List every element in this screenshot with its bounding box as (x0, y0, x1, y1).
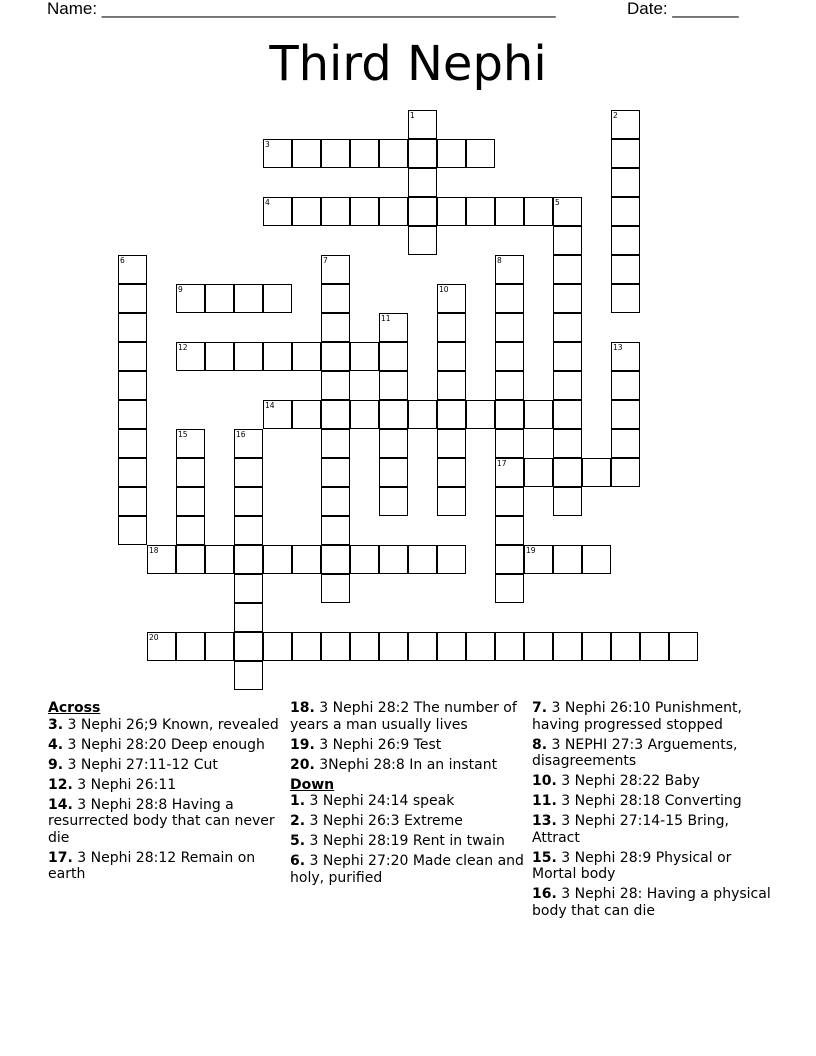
grid-cell[interactable] (553, 632, 582, 661)
clue-text: 3 NEPHI 27:3 Arguements, disagreements (532, 736, 738, 769)
grid-cell[interactable] (437, 313, 466, 342)
clue-number: 4 (265, 198, 270, 207)
clue-num: 15. (532, 849, 557, 866)
grid-cell[interactable] (234, 603, 263, 632)
clue-number: 13 (613, 343, 623, 352)
grid-cell[interactable] (524, 458, 553, 487)
grid-cell[interactable] (321, 139, 350, 168)
grid-cell[interactable] (437, 197, 466, 226)
clue-text: 3 Nephi 24:14 speak (305, 793, 455, 809)
grid-cell[interactable] (495, 516, 524, 545)
clue-number: 7 (323, 256, 328, 265)
grid-cell[interactable] (437, 284, 466, 313)
grid-cell[interactable] (524, 400, 553, 429)
grid-cell[interactable] (205, 284, 234, 313)
grid-cell[interactable] (234, 284, 263, 313)
clue-text: 3 Nephi 28:22 Baby (556, 773, 700, 789)
grid-cell[interactable] (408, 400, 437, 429)
grid-cell[interactable] (553, 226, 582, 255)
clue-text: 3 Nephi 27:14-15 Bring, Attract (532, 813, 729, 846)
grid-cell[interactable] (205, 545, 234, 574)
clue-number: 10 (439, 285, 449, 294)
grid-cell[interactable] (611, 284, 640, 313)
grid-cell[interactable] (234, 516, 263, 545)
grid-cell[interactable] (379, 632, 408, 661)
clue-number: 17 (497, 459, 507, 468)
grid-cell[interactable] (234, 661, 263, 690)
grid-cell[interactable] (350, 139, 379, 168)
grid-cell[interactable] (292, 545, 321, 574)
grid-cell[interactable] (408, 139, 437, 168)
grid-cell[interactable] (176, 284, 205, 313)
grid-cell[interactable] (176, 516, 205, 545)
grid-cell[interactable] (611, 371, 640, 400)
clue-num: 9. (48, 756, 64, 773)
grid-cell[interactable] (118, 284, 147, 313)
clue-number: 12 (178, 343, 188, 352)
grid-cell[interactable] (379, 545, 408, 574)
grid-cell[interactable] (582, 458, 611, 487)
clue-num: 10. (532, 773, 557, 789)
grid-cell[interactable] (437, 632, 466, 661)
clue-num: 7. (532, 700, 548, 716)
grid-cell[interactable] (495, 313, 524, 342)
clue-num: 12. (48, 776, 73, 793)
grid-cell[interactable] (321, 197, 350, 226)
grid-cell[interactable] (263, 632, 292, 661)
grid-cell[interactable] (263, 400, 292, 429)
clue-number: 11 (381, 314, 391, 323)
grid-cell[interactable] (234, 632, 263, 661)
clue-column-1 (48, 700, 288, 886)
clue-num: 4. (48, 736, 64, 753)
clue-num: 14. (48, 796, 73, 813)
grid-cell[interactable] (611, 429, 640, 458)
clue-num: 3. (48, 716, 64, 733)
grid-cell[interactable] (205, 632, 234, 661)
down-clue (532, 793, 772, 810)
clue-number: 15 (178, 430, 188, 439)
grid-cell[interactable] (408, 168, 437, 197)
grid-cell[interactable] (437, 429, 466, 458)
clue-number: 18 (149, 546, 159, 555)
grid-cell[interactable] (379, 342, 408, 371)
grid-cell[interactable] (466, 197, 495, 226)
grid-cell[interactable] (553, 313, 582, 342)
clue-text: 3 Nephi 26;9 Known, revealed (63, 716, 279, 733)
grid-cell[interactable] (611, 458, 640, 487)
grid-cell[interactable] (118, 458, 147, 487)
across-clue (290, 700, 530, 733)
clue-num: 18. (290, 700, 315, 716)
grid-cell[interactable] (379, 371, 408, 400)
grid-cell[interactable] (611, 632, 640, 661)
grid-cell[interactable] (408, 632, 437, 661)
grid-cell[interactable] (321, 574, 350, 603)
grid-cell[interactable] (234, 574, 263, 603)
grid-cell[interactable] (118, 487, 147, 516)
grid-cell[interactable] (437, 371, 466, 400)
grid-cell[interactable] (495, 574, 524, 603)
grid-cell[interactable] (495, 342, 524, 371)
clue-num: 8. (532, 736, 548, 753)
grid-cell[interactable] (495, 429, 524, 458)
grid-cell[interactable] (350, 632, 379, 661)
grid-cell[interactable] (611, 110, 640, 139)
clue-text: 3 Nephi 27:11-12 Cut (63, 756, 218, 773)
grid-cell[interactable] (263, 139, 292, 168)
grid-cell[interactable] (437, 487, 466, 516)
grid-cell[interactable] (118, 313, 147, 342)
clue-number: 16 (236, 430, 246, 439)
grid-cell[interactable] (553, 458, 582, 487)
date-line: Date: _______ (627, 0, 739, 18)
across-heading: Across (48, 700, 101, 716)
grid-cell[interactable] (118, 342, 147, 371)
clue-column-3 (532, 700, 772, 923)
grid-cell[interactable] (176, 632, 205, 661)
down-clue (532, 700, 772, 733)
grid-cell[interactable] (408, 197, 437, 226)
clue-text: 3 Nephi 26:9 Test (314, 736, 442, 753)
grid-cell[interactable] (437, 342, 466, 371)
down-clue (532, 886, 772, 919)
down-clue (532, 773, 772, 790)
clue-text: 3 Nephi 26:10 Punishment, having progressed stopped (532, 700, 742, 733)
clue-num: 16. (532, 886, 557, 902)
grid-cell[interactable] (611, 139, 640, 168)
grid-cell[interactable] (408, 226, 437, 255)
clue-text: 3 Nephi 28:20 Deep enough (63, 736, 265, 753)
clue-number: 9 (178, 285, 183, 294)
clue-text: 3 Nephi 28:2 The number of years a man usually lives (290, 700, 517, 733)
clue-text: 3 Nephi 28:8 Having a resurrected body that can never die (48, 796, 275, 846)
across-clue (290, 737, 530, 754)
page-title: Third Nephi (269, 36, 547, 92)
grid-cell[interactable] (611, 226, 640, 255)
grid-cell[interactable] (234, 342, 263, 371)
grid-cell[interactable] (379, 487, 408, 516)
grid-cell[interactable] (611, 255, 640, 284)
grid-cell[interactable] (350, 342, 379, 371)
clue-number: 2 (613, 111, 618, 120)
grid-cell[interactable] (292, 342, 321, 371)
grid-cell[interactable] (640, 632, 669, 661)
clue-number: 3 (265, 140, 270, 149)
clue-text: 3 Nephi 28:19 Rent in twain (305, 833, 505, 849)
grid-cell[interactable] (611, 197, 640, 226)
clue-num: 17. (48, 849, 73, 866)
grid-cell[interactable] (321, 487, 350, 516)
clue-num: 13. (532, 813, 557, 829)
grid-cell[interactable] (524, 197, 553, 226)
clue-num: 11. (532, 793, 557, 809)
grid-cell[interactable] (669, 632, 698, 661)
grid-cell[interactable] (611, 342, 640, 371)
grid-cell[interactable] (553, 255, 582, 284)
grid-cell[interactable] (466, 400, 495, 429)
across-clue (48, 737, 288, 754)
grid-cell[interactable] (321, 400, 350, 429)
grid-cell[interactable] (263, 197, 292, 226)
down-clue (532, 813, 772, 846)
clue-number: 8 (497, 256, 502, 265)
clue-column-2 (290, 700, 530, 890)
grid-cell[interactable] (263, 545, 292, 574)
grid-cell[interactable] (379, 197, 408, 226)
grid-cell[interactable] (176, 487, 205, 516)
grid-cell[interactable] (321, 516, 350, 545)
grid-cell[interactable] (350, 197, 379, 226)
across-clue (48, 850, 288, 883)
grid-cell[interactable] (321, 632, 350, 661)
clue-num: 1. (290, 793, 306, 809)
grid-cell[interactable] (118, 255, 147, 284)
clue-num: 2. (290, 813, 306, 829)
across-clue (48, 797, 288, 847)
grid-cell[interactable] (553, 545, 582, 574)
clue-text: 3 Nephi 28: Having a physical body that can die (532, 886, 771, 919)
grid-cell[interactable] (205, 342, 234, 371)
grid-cell[interactable] (553, 400, 582, 429)
down-clue (290, 813, 530, 830)
grid-cell[interactable] (495, 545, 524, 574)
grid-cell[interactable] (524, 632, 553, 661)
grid-cell[interactable] (292, 400, 321, 429)
down-heading: Down (290, 776, 335, 793)
clue-num: 19. (290, 736, 315, 753)
clue-number: 1 (410, 111, 415, 120)
across-clue (48, 717, 288, 734)
grid-cell[interactable] (321, 284, 350, 313)
clue-num: 20. (290, 756, 315, 773)
grid-cell[interactable] (553, 371, 582, 400)
grid-cell[interactable] (495, 458, 524, 487)
grid-cell[interactable] (176, 429, 205, 458)
clue-num: 5. (290, 833, 306, 849)
grid-cell[interactable] (350, 545, 379, 574)
grid-cell[interactable] (553, 487, 582, 516)
down-clue (532, 850, 772, 883)
grid-cell[interactable] (321, 255, 350, 284)
grid-cell[interactable] (495, 371, 524, 400)
grid-cell[interactable] (321, 429, 350, 458)
down-clue (290, 833, 530, 850)
grid-cell[interactable] (379, 458, 408, 487)
clue-number: 20 (149, 633, 159, 642)
down-clue (532, 737, 772, 770)
grid-cell[interactable] (321, 458, 350, 487)
grid-cell[interactable] (176, 458, 205, 487)
grid-cell[interactable] (321, 371, 350, 400)
across-clue (48, 777, 288, 794)
grid-cell[interactable] (553, 429, 582, 458)
grid-cell[interactable] (466, 139, 495, 168)
grid-cell[interactable] (321, 342, 350, 371)
down-clue (290, 793, 530, 810)
grid-cell[interactable] (611, 168, 640, 197)
grid-cell[interactable] (437, 545, 466, 574)
grid-cell[interactable] (466, 632, 495, 661)
grid-cell[interactable] (234, 458, 263, 487)
grid-cell[interactable] (234, 429, 263, 458)
grid-cell[interactable] (495, 632, 524, 661)
clue-num: 6. (290, 853, 306, 869)
name-line: Name: ________________________________________________ (47, 0, 556, 18)
clue-text: 3 Nephi 28:9 Physical or Mortal body (532, 849, 732, 882)
grid-cell[interactable] (321, 313, 350, 342)
grid-cell[interactable] (611, 400, 640, 429)
grid-cell[interactable] (582, 545, 611, 574)
grid-cell[interactable] (495, 400, 524, 429)
down-clue (290, 853, 530, 886)
grid-cell[interactable] (553, 342, 582, 371)
grid-cell[interactable] (350, 400, 379, 429)
clue-text: 3 Nephi 28:12 Remain on earth (48, 849, 256, 882)
grid-cell[interactable] (292, 197, 321, 226)
grid-cell[interactable] (495, 255, 524, 284)
grid-cell[interactable] (495, 284, 524, 313)
clue-text: 3Nephi 28:8 In an instant (314, 756, 498, 773)
grid-cell[interactable] (118, 371, 147, 400)
grid-cell[interactable] (147, 545, 176, 574)
across-clue (48, 757, 288, 774)
grid-cell[interactable] (582, 632, 611, 661)
grid-cell[interactable] (263, 284, 292, 313)
grid-cell[interactable] (263, 342, 292, 371)
clue-text: 3 Nephi 26:3 Extreme (305, 813, 463, 829)
across-clue (290, 757, 530, 774)
clue-text: 3 Nephi 27:20 Made clean and holy, purified (290, 853, 524, 886)
clue-number: 6 (120, 256, 125, 265)
clue-number: 14 (265, 401, 275, 410)
grid-cell[interactable] (495, 487, 524, 516)
clue-number: 19 (526, 546, 536, 555)
grid-cell[interactable] (379, 400, 408, 429)
grid-cell[interactable] (118, 429, 147, 458)
grid-cell[interactable] (321, 545, 350, 574)
grid-cell[interactable] (176, 342, 205, 371)
grid-cell[interactable] (379, 139, 408, 168)
grid-cell[interactable] (234, 545, 263, 574)
clue-number: 5 (555, 198, 560, 207)
grid-cell[interactable] (234, 487, 263, 516)
grid-cell[interactable] (553, 284, 582, 313)
grid-cell[interactable] (147, 632, 176, 661)
grid-cell[interactable] (118, 516, 147, 545)
grid-cell[interactable] (118, 400, 147, 429)
grid-cell[interactable] (437, 458, 466, 487)
grid-cell[interactable] (437, 400, 466, 429)
grid-cell[interactable] (176, 545, 205, 574)
clue-text: 3 Nephi 28:18 Converting (556, 793, 742, 809)
grid-cell[interactable] (292, 632, 321, 661)
grid-cell[interactable] (408, 545, 437, 574)
grid-cell[interactable] (495, 197, 524, 226)
grid-cell[interactable] (292, 139, 321, 168)
grid-cell[interactable] (379, 313, 408, 342)
grid-cell[interactable] (524, 545, 553, 574)
clue-text: 3 Nephi 26:11 (72, 776, 177, 793)
grid-cell[interactable] (408, 110, 437, 139)
grid-cell[interactable] (379, 429, 408, 458)
grid-cell[interactable] (553, 197, 582, 226)
grid-cell[interactable] (437, 139, 466, 168)
